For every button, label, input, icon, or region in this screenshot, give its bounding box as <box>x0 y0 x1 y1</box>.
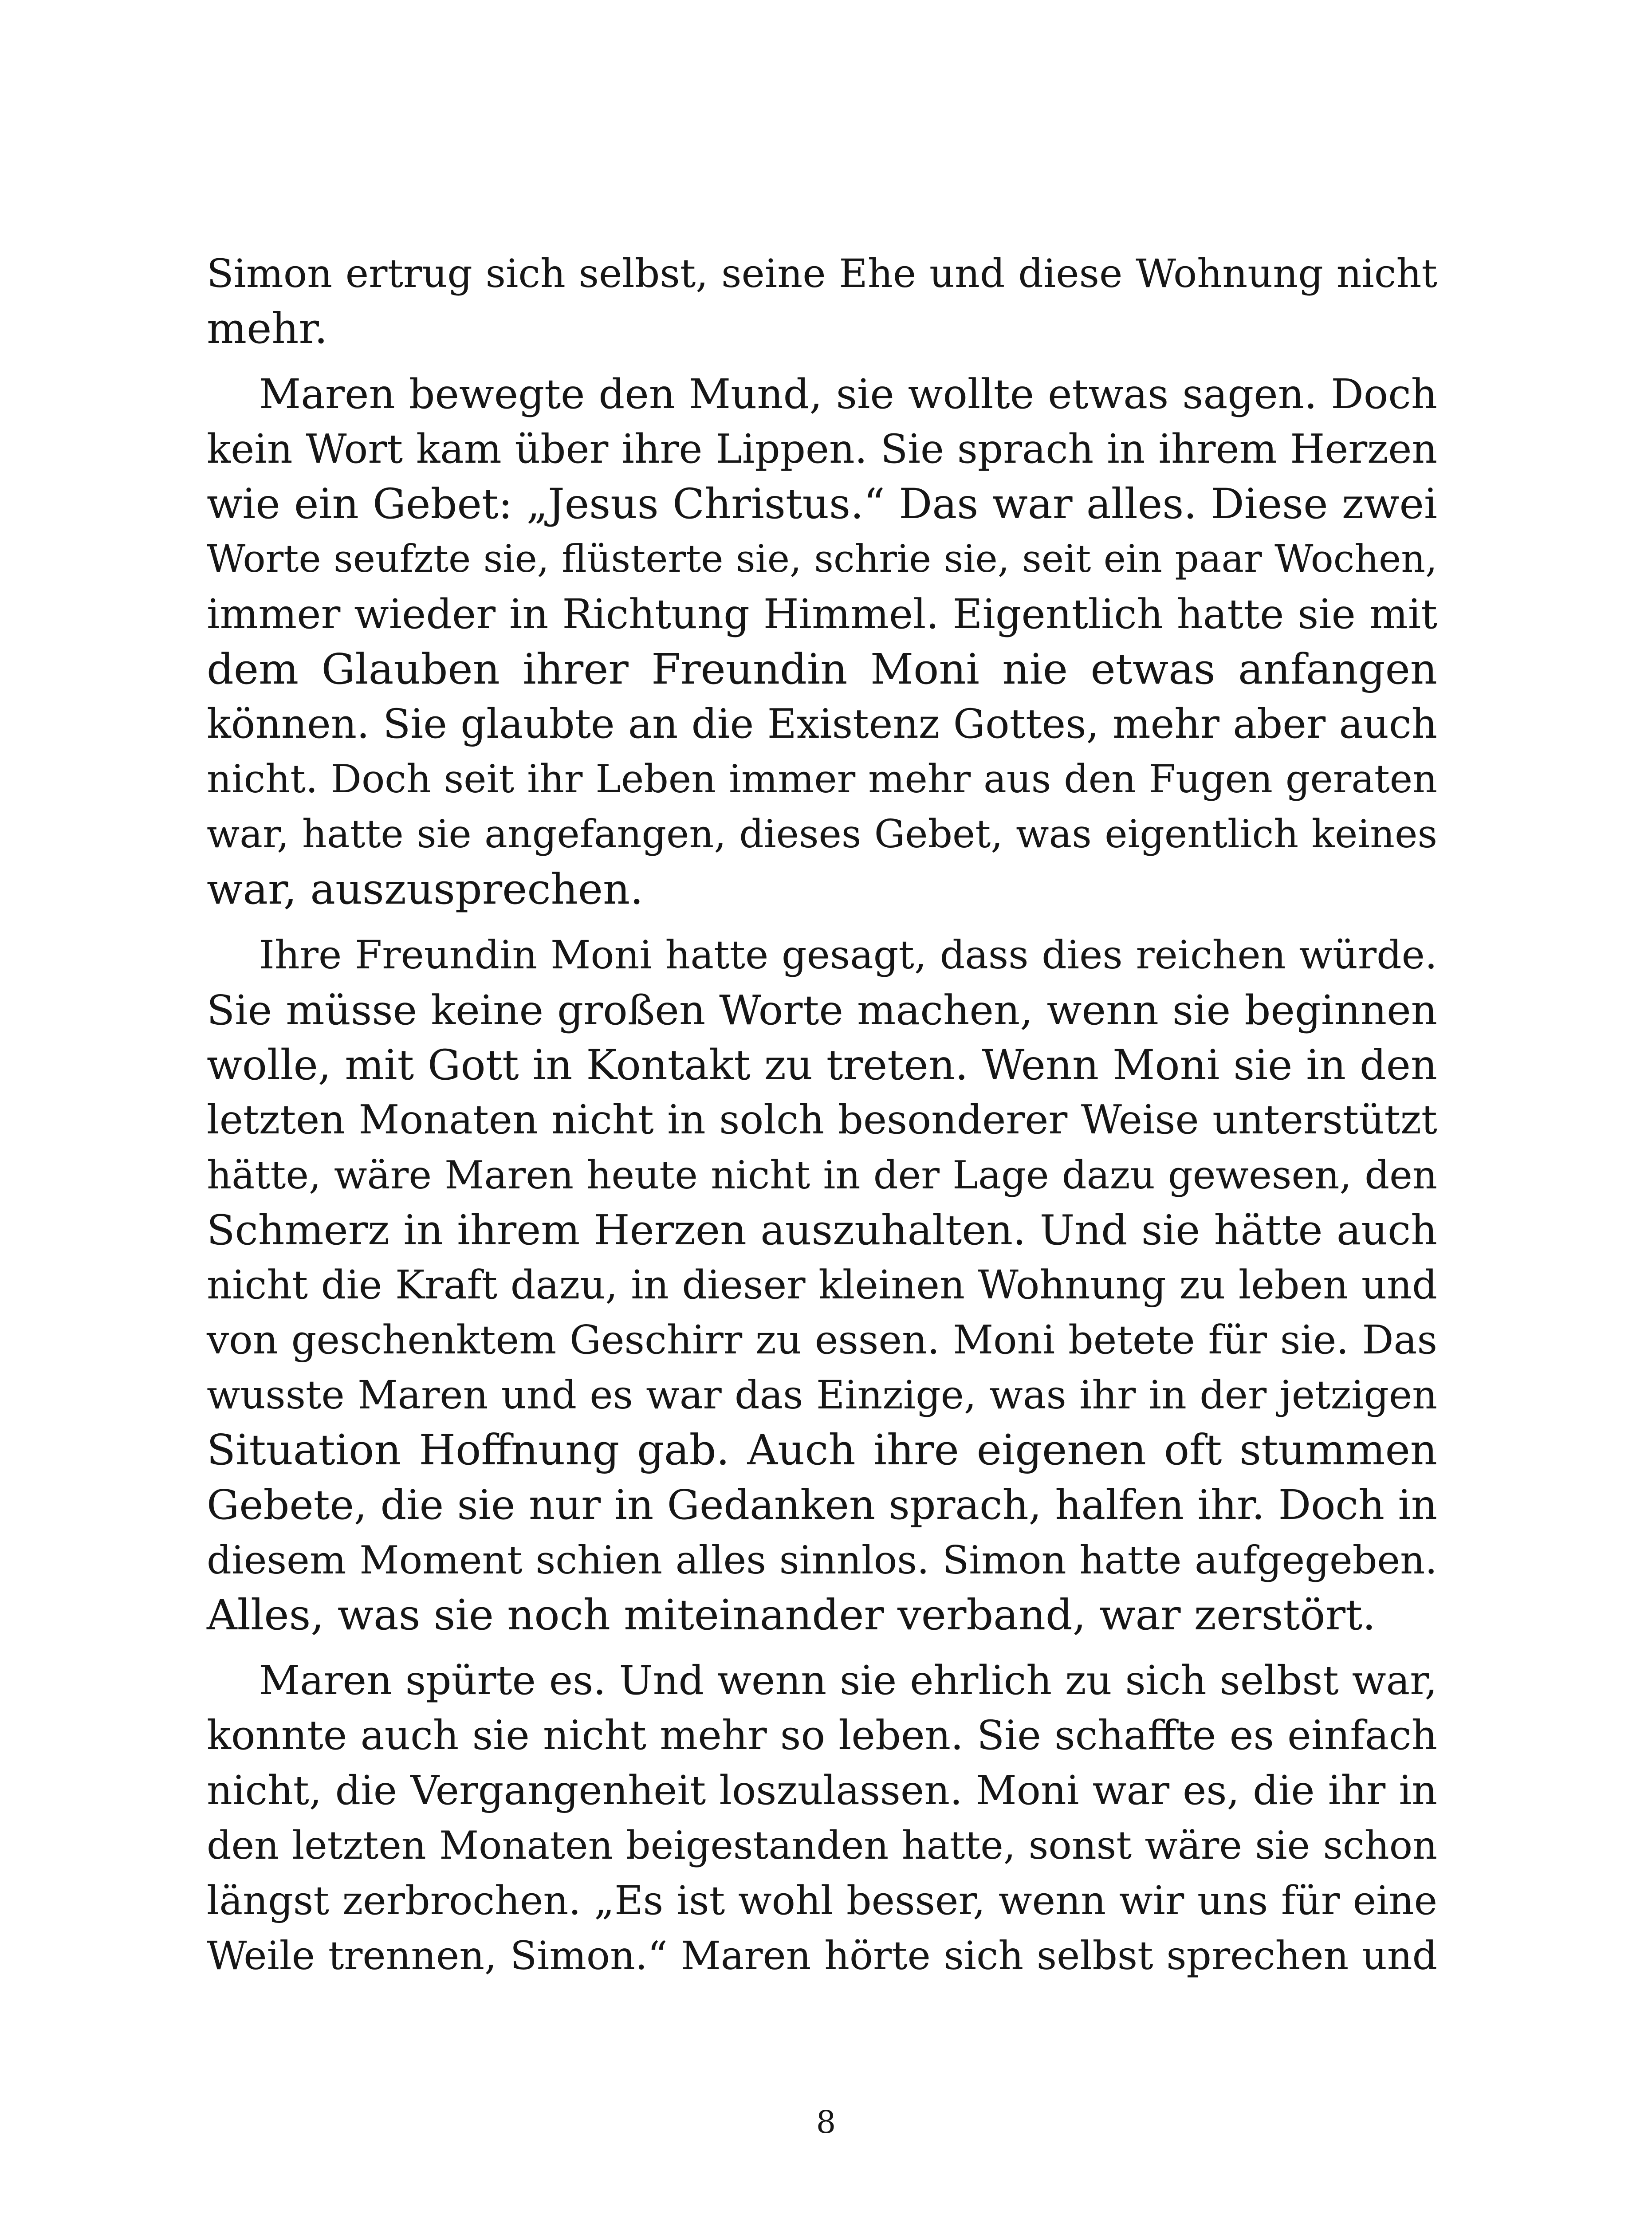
text-line: dem Glauben ihrer Freundin Moni nie etwas anfangen <box>207 645 1437 694</box>
text-line: konnte auch sie nicht mehr so leben. Sie schaffte es einfach <box>207 1712 1437 1759</box>
paragraph-gap <box>207 917 1437 928</box>
text-line: längst zerbrochen. „Es ist wohl besser, wenn wir uns für eine <box>207 1878 1437 1923</box>
page-number: 8 <box>816 2104 836 2140</box>
text-line: diesem Moment schien alles sinnlos. Simon hatte aufgegeben. <box>207 1538 1437 1583</box>
text-line: Simon ertrug sich selbst, seine Ehe und diese Wohnung nicht <box>207 251 1437 296</box>
text-line: war, hatte sie angefangen, dieses Gebet, was eigentlich keines <box>207 812 1437 857</box>
paragraph <box>207 1653 1437 1983</box>
text-line: nicht, die Vergangenheit loszulassen. Moni war es, die ihr in <box>207 1768 1437 1814</box>
text-line: von geschenktem Geschirr zu essen. Moni betete für sie. Das <box>207 1317 1437 1363</box>
paragraph-gap <box>207 356 1437 367</box>
text-line: immer wieder in Richtung Himmel. Eigentlich hatte sie mit <box>207 590 1437 638</box>
text-line: kein Wort kam über ihre Lippen. Sie sprach in ihrem Herzen <box>207 426 1437 472</box>
text-line: Ihre Freundin Moni hatte gesagt, dass dies reichen würde. <box>259 932 1437 978</box>
text-line: Sie müsse keine großen Worte machen, wenn sie beginnen <box>207 986 1437 1034</box>
text-line: Schmerz in ihrem Herzen auszuhalten. Und sie hätte auch <box>207 1206 1437 1254</box>
text-line: wusste Maren und es war das Einzige, was ihr in der jetzigen <box>207 1372 1437 1418</box>
text-line: den letzten Monaten beigestanden hatte, sonst wäre sie schon <box>207 1823 1437 1868</box>
paragraph <box>207 246 1437 356</box>
text-line: Maren spürte es. Und wenn sie ehrlich zu sich selbst war, <box>259 1657 1437 1704</box>
text-line: nicht. Doch seit ihr Leben immer mehr aus den Fugen geraten <box>207 757 1437 802</box>
text-line: Situation Hoffnung gab. Auch ihre eigenen oft stummen <box>207 1426 1437 1475</box>
text-line: Worte seufzte sie, flüsterte sie, schrie sie, seit ein paar Wochen, <box>207 537 1437 581</box>
text-line: letzten Monaten nicht in solch besonderer Weise unterstützt <box>207 1097 1437 1143</box>
text-line: Maren bewegte den Mund, sie wollte etwas sagen. Doch <box>259 370 1437 418</box>
text-line: war, auszusprechen. <box>207 865 644 914</box>
text-line: Alles, was sie noch miteinander verband, war zerstört. <box>207 1591 1376 1640</box>
paragraph <box>207 928 1437 1643</box>
body-text <box>207 246 1437 1983</box>
text-line: wie ein Gebet: „Jesus Christus.“ Das war alles. Diese zwei <box>207 480 1437 528</box>
text-line: Weile trennen, Simon.“ Maren hörte sich selbst sprechen und <box>207 1933 1437 1978</box>
text-line: können. Sie glaubte an die Existenz Gottes, mehr aber auch <box>207 701 1437 747</box>
text-line: mehr. <box>207 304 328 353</box>
paragraph <box>207 367 1437 917</box>
text-line: nicht die Kraft dazu, in dieser kleinen Wohnung zu leben und <box>207 1262 1437 1308</box>
text-line: wolle, mit Gott in Kontakt zu treten. Wenn Moni sie in den <box>207 1041 1437 1089</box>
text-line: hätte, wäre Maren heute nicht in der Lage dazu gewesen, den <box>207 1152 1437 1198</box>
text-line: Gebete, die sie nur in Gedanken sprach, halfen ihr. Doch in <box>207 1481 1437 1529</box>
paragraph-gap <box>207 1643 1437 1653</box>
